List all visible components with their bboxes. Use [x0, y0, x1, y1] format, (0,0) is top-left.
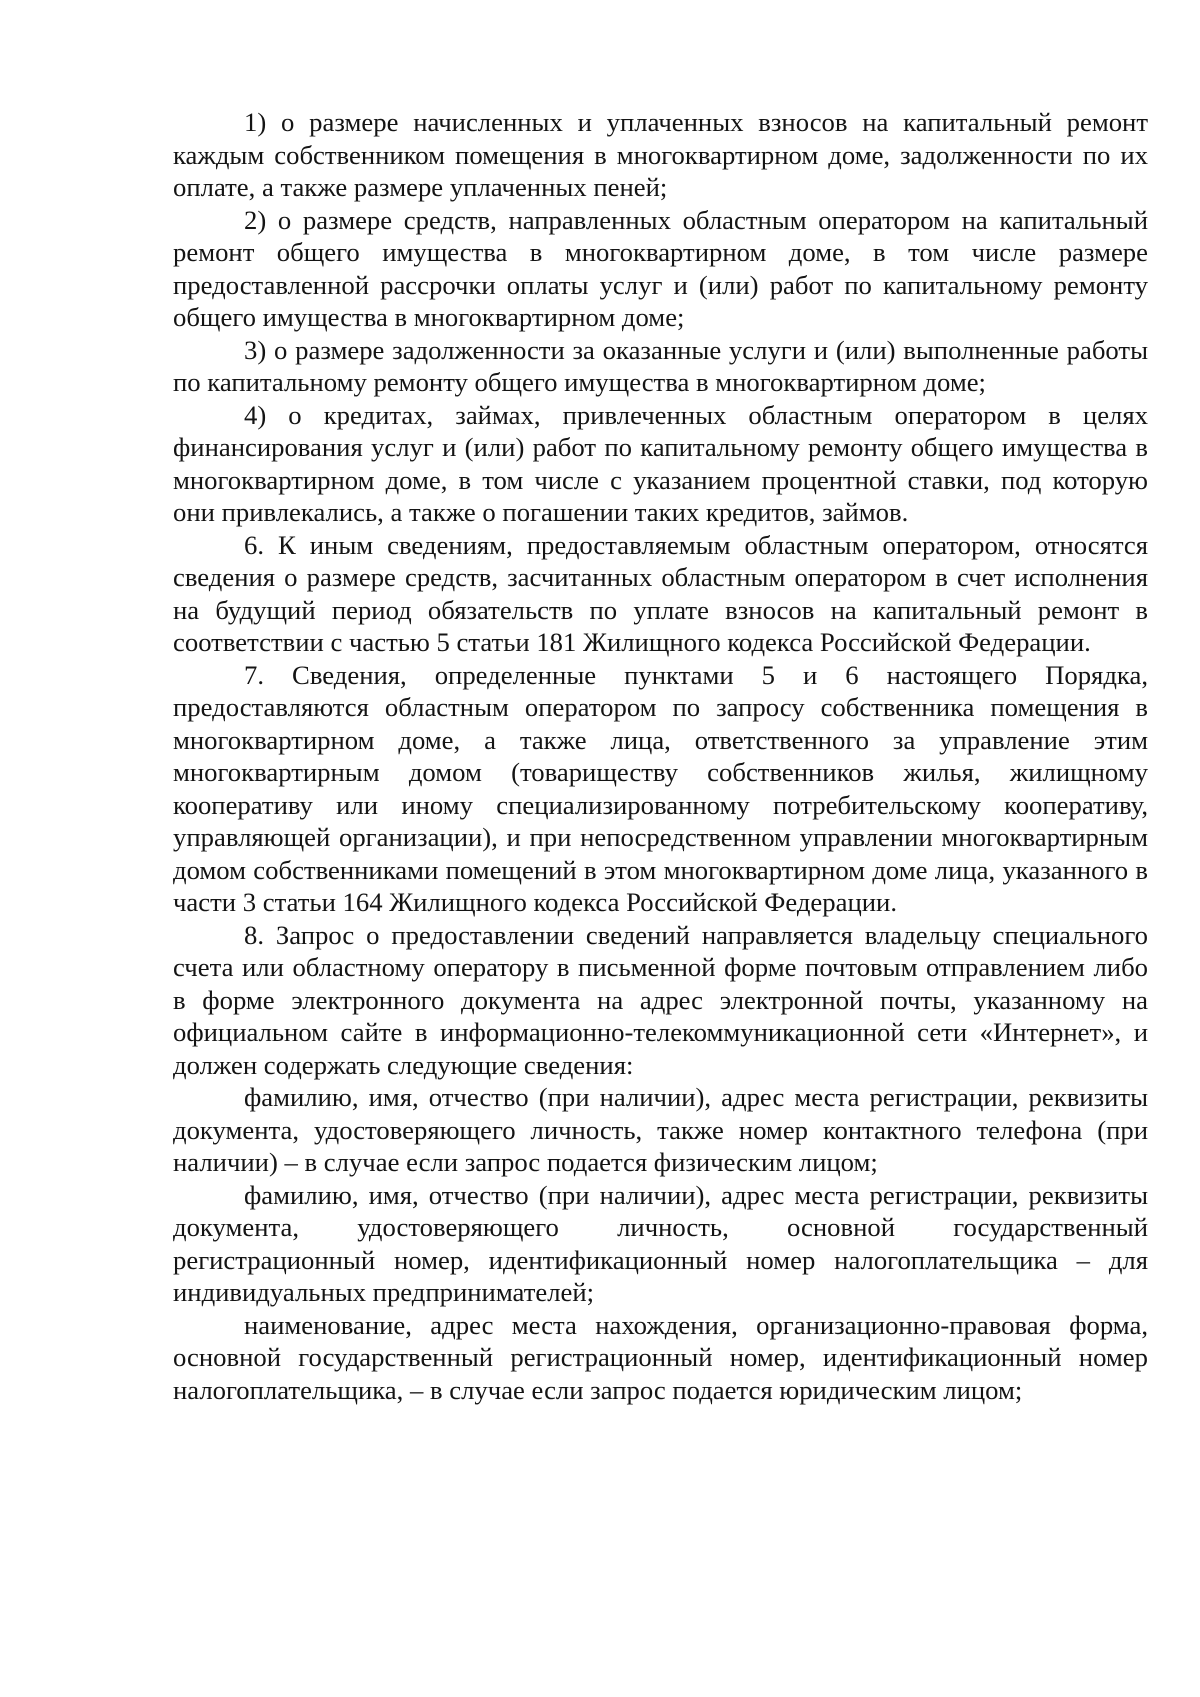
paragraph-section-7: 7. Сведения, определенные пунктами 5 и 6 настоящего Порядка, предоставляются областным оператором по запросу собственника помещения в многоквартирном доме, а также лица, ответственного за управление этим многоквартирным домом (товариществу собственников жилья, жилищному кооперативу или иному специализированному потребительскому кооперативу, управляющей организации), и при непосредственном управлении многоквартирным домом собственниками помещений в этом многоквартирном доме лица, указанного в части 3 статьи 164 Жилищного кодекса Российской Федерации.: [173, 659, 1148, 917]
paragraph-legal-entity-requirements: наименование, адрес места нахождения, организационно-правовая форма, основной государственный регистрационный номер, идентификационный номер налогоплательщика, – в случае если запрос подается юридическим лицом;: [173, 1309, 1148, 1405]
paragraph-individual-requirements: фамилию, имя, отчество (при наличии), адрес места регистрации, реквизиты документа, удостоверяющего личность, также номер контактного телефона (при наличии) – в случае если запрос подается физическим лицом;: [173, 1082, 1148, 1177]
paragraph-item-1: 1) о размере начисленных и уплаченных взносов на капитальный ремонт каждым собственником помещения в многоквартирном доме, задолженности по их оплате, а также размере уплаченных пеней;: [173, 107, 1148, 202]
document-page: [173, 106, 1148, 1406]
paragraph-section-8: 8. Запрос о предоставлении сведений направляется владельцу специального счета или областному оператору в письменной форме почтовым отправлением либо в форме электронного документа на адрес электронной почты, указанному на официальном сайте в информационно-телекоммуникационной сети «Интернет», и должен содержать следующие сведения:: [173, 919, 1148, 1080]
paragraph-entrepreneur-requirements: фамилию, имя, отчество (при наличии), адрес места регистрации, реквизиты документа, удостоверяющего личность, основной государственный регистрационный номер, идентификационный номер налогоплательщика – для индивидуальных предпринимателей;: [173, 1179, 1148, 1307]
paragraph-item-4: 4) о кредитах, займах, привлеченных областным оператором в целях финансирования услуг и (или) работ по капитальному ремонту общего имущества в многоквартирном доме, в том числе с указанием процентной ставки, под которую они привлекались, а также о погашении таких кредитов, займов.: [173, 399, 1148, 527]
paragraph-item-3: 3) о размере задолженности за оказанные услуги и (или) выполненные работы по капитальному ремонту общего имущества в многоквартирном доме;: [173, 334, 1148, 397]
paragraph-item-2: 2) о размере средств, направленных областным оператором на капитальный ремонт общего имущества в многоквартирном доме, в том числе размере предоставленной рассрочки оплаты услуг и (или) работ по капитальному ремонту общего имущества в многоквартирном доме;: [173, 204, 1148, 332]
paragraph-section-6: 6. К иным сведениям, предоставляемым областным оператором, относятся сведения о размере средств, засчитанных областным оператором в счет исполнения на будущий период обязательств по уплате взносов на капитальный ремонт в соответствии с частью 5 статьи 181 Жилищного кодекса Российской Федерации.: [173, 529, 1148, 657]
